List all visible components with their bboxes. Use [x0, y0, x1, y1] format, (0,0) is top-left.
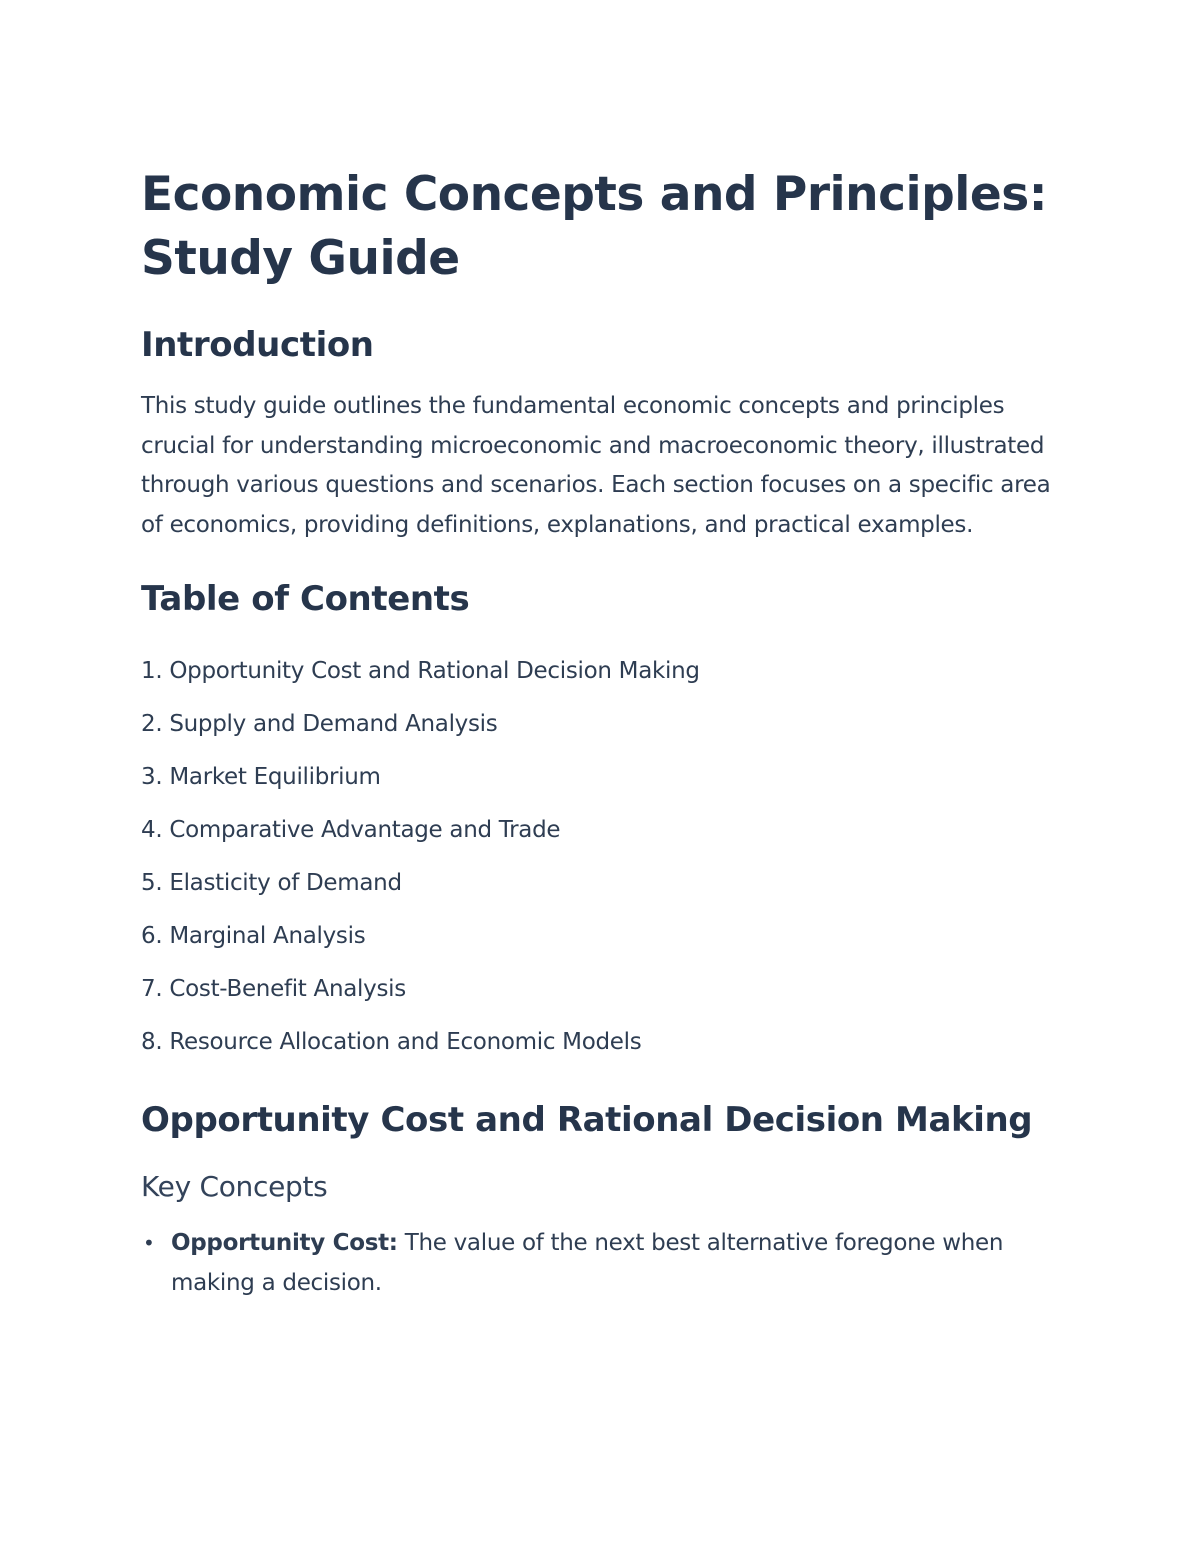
document-page	[141, 163, 1071, 1303]
toc-item: 5. Elasticity of Demand	[141, 870, 402, 896]
bullet-icon: •	[143, 1231, 155, 1255]
key-concepts-subheading: Key Concepts	[141, 1170, 328, 1203]
concept-term: Opportunity Cost:	[171, 1230, 398, 1256]
section-heading-opportunity-cost: Opportunity Cost and Rational Decision Making	[141, 1100, 1033, 1140]
introduction-heading: Introduction	[141, 325, 374, 365]
toc-item: 4. Comparative Advantage and Trade	[141, 817, 561, 843]
toc-item: 2. Supply and Demand Analysis	[141, 711, 498, 737]
table-of-contents-list	[141, 645, 1071, 1069]
introduction-paragraph: This study guide outlines the fundamental economic concepts and principles crucial for understanding microeconomic and macroeconomic theory, illustrated through various questions and scenarios. Each section focuses on a specific area of economics, providing definitions, explanations, and practical examples.	[141, 393, 1051, 538]
key-concepts-list	[141, 1223, 1071, 1303]
toc-item: 7. Cost-Benefit Analysis	[141, 976, 406, 1002]
toc-item: 3. Market Equilibrium	[141, 764, 381, 790]
table-of-contents-heading: Table of Contents	[141, 579, 470, 619]
toc-item: 8. Resource Allocation and Economic Models	[141, 1029, 642, 1055]
toc-item: 6. Marginal Analysis	[141, 923, 366, 949]
document-title: Economic Concepts and Principles: Study Guide	[141, 167, 1047, 286]
concept-definition: The value of the next best alternative foregone when making a decision.	[171, 1230, 1004, 1296]
toc-item: 1. Opportunity Cost and Rational Decision Making	[141, 658, 700, 684]
list-item	[141, 1223, 1071, 1303]
